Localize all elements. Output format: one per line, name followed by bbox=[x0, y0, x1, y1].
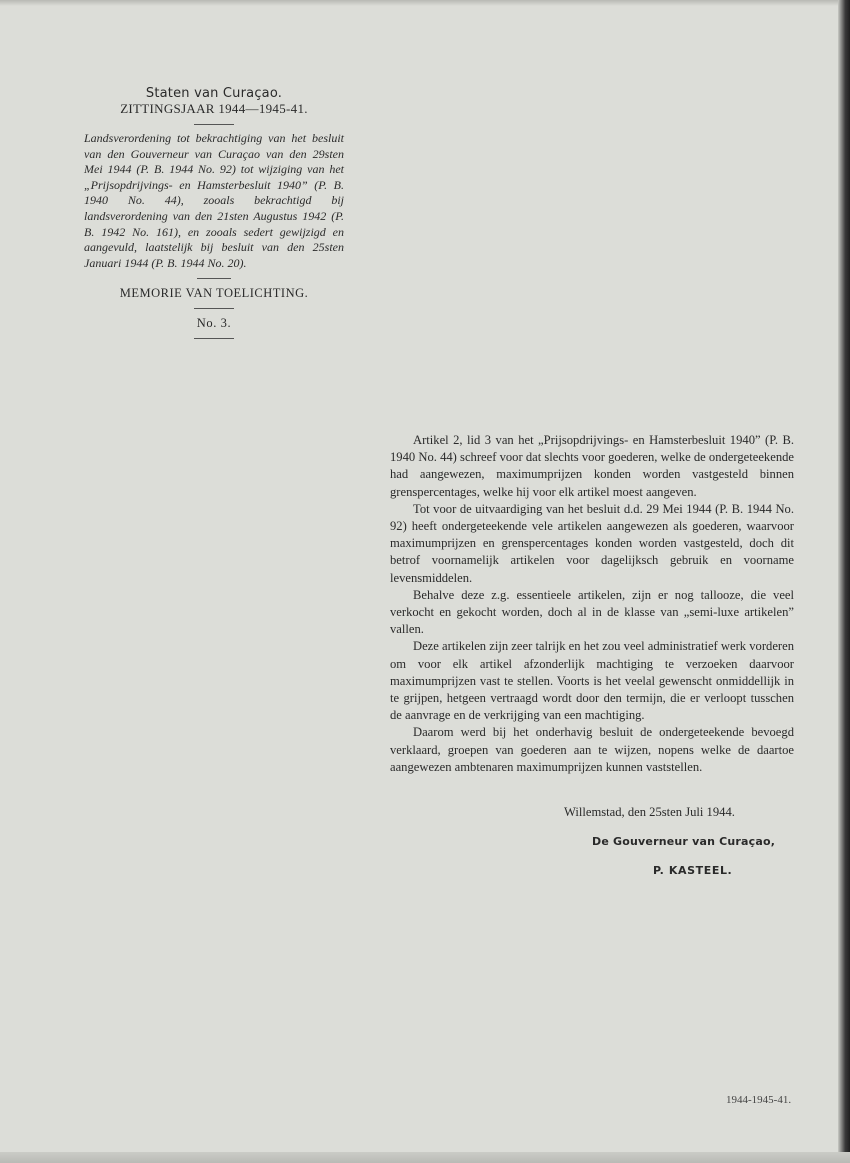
divider bbox=[197, 278, 231, 279]
divider bbox=[194, 124, 234, 125]
body-paragraph-3: Behalve deze z.g. essentieele artikelen, zijn er nog tallooze, die veel verkocht en gekocht worden, doch al in de klasse van „semi-luxe artikelen” vallen. bbox=[390, 587, 794, 637]
memo-number: No. 3. bbox=[196, 316, 232, 331]
body-paragraph-4: Deze artikelen zijn zeer talrijk en het zou veel administratief werk vorderen om voor elk artikel afzonderlijk machtiging te verzoeken daarvoor maximumprijzen vast te stellen. Voorts is het veelal gewenscht onmiddellijk in te grijpen, hetgeen vertraagd wordt door den termijn, die er verloopt tusschen de aanvrage en de verkrijging van een machtiging. bbox=[390, 639, 794, 723]
staten-title: Staten van Curaçao. bbox=[145, 86, 283, 101]
signature-title: De Gouverneur van Curaçao, bbox=[592, 835, 776, 848]
memo-body bbox=[390, 432, 794, 776]
body-paragraph-5: Daarom werd bij het onderhavig besluit de ondergeteekende bevoegd verklaard, groepen van goederen aan te wijzen, nopens welke de daartoe aangewezen ambtenaren maximumprijzen kunnen vaststellen. bbox=[390, 725, 794, 774]
divider bbox=[194, 338, 234, 339]
document-header bbox=[84, 86, 344, 345]
body-paragraph-2: Tot voor de uitvaardiging van het besluit d.d. 29 Mei 1944 (P. B. 1944 No. 92) heeft ondergeteekende vele artikelen aangewezen als goederen, waarvoor maximumprijzen en grenspercentages konden worden vastgesteld, doch dit betrof voornamelijk artikelen voor dagelijksch gebruik en voorname levensmiddelen. bbox=[390, 501, 794, 585]
session-year: ZITTINGSJAAR 1944—1945-41. bbox=[120, 101, 308, 116]
divider bbox=[194, 308, 234, 309]
signature-name: P. KASTEEL. bbox=[653, 864, 733, 877]
footer-code: 1944-1945-41. bbox=[726, 1094, 792, 1106]
scan-edge-top bbox=[0, 0, 850, 6]
scan-edge-bottom bbox=[0, 1152, 850, 1163]
signature-place-date: Willemstad, den 25sten Juli 1944. bbox=[564, 805, 735, 819]
body-paragraph-1: Artikel 2, lid 3 van het „Prijsopdrijvings- en Hamsterbesluit 1940” (P. B. 1940 No. 44) schreef voor dat slechts voor goederen, welke de ondergeteekende had aangewezen, maximumprijzen konden worden vastgesteld binnen grenspercentages, welke hij voor elk artikel moest aangeven. bbox=[390, 433, 794, 499]
memo-heading: MEMORIE VAN TOELICHTING. bbox=[119, 286, 309, 301]
ordinance-title: Landsverordening tot bekrachtiging van het besluit van den Gouverneur van Curaçao van den 29sten Mei 1944 (P. B. 1944 No. 92) tot wijziging van het „Prijsopdrijvings- en Hamsterbesluit 1940” (P. B. 1940 No. 44), zooals bekrachtigd bij landsverordening van den 21sten Augustus 1942 (P. B. 1942 No. 161), en zooals sedert gewijzigd en aangevuld, laatstelijk bij besluit van den 25sten Januari 1944 (P. B. 1944 No. 20). bbox=[84, 131, 344, 270]
scan-edge-right bbox=[838, 0, 850, 1163]
